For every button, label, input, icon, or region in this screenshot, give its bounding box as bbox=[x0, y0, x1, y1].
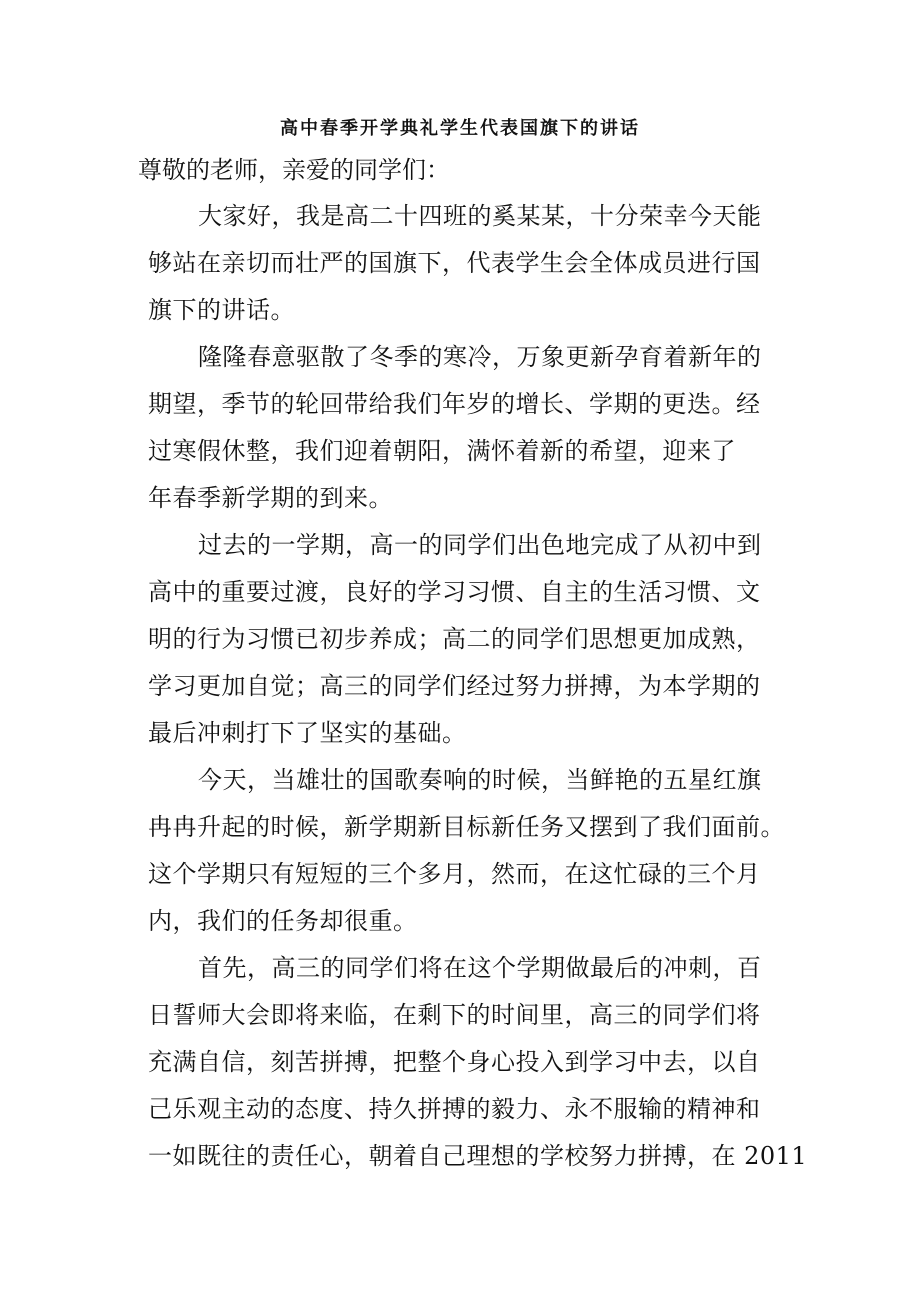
text-line: 学习更加自觉；高三的同学们经过努力拼搏，为本学期的 bbox=[148, 672, 761, 700]
text-line: 首先，高三的同学们将在这个学期做最后的冲刺，百 bbox=[198, 954, 762, 982]
text-line: 高中的重要过渡，良好的学习习惯、自主的生活习惯、文 bbox=[148, 578, 761, 606]
text-line: 己乐观主动的态度、持久拼搏的毅力、永不服输的精神和 bbox=[148, 1095, 761, 1123]
salutation: 尊敬的老师，亲爱的同学们： bbox=[138, 156, 450, 184]
text-line: 年春季新学期的到来。 bbox=[148, 484, 393, 512]
text-line: 明的行为习惯已初步养成；高二的同学们思想更加成熟， bbox=[148, 625, 761, 653]
text-line: 最后冲刺打下了坚实的基础。 bbox=[148, 719, 467, 747]
text-line: 日誓师大会即将来临，在剩下的时间里，高三的同学们将 bbox=[148, 1001, 761, 1029]
text-line: 够站在亲切而壮严的国旗下，代表学生会全体成员进行国 bbox=[148, 249, 761, 277]
text-line: 这个学期只有短短的三个多月，然而，在这忙碌的三个月 bbox=[148, 860, 761, 888]
text-line: 过去的一学期，高一的同学们出色地完成了从初中到 bbox=[198, 531, 762, 559]
text-line: 一如既往的责任心，朝着自己理想的学校努力拼搏，在 2011 bbox=[148, 1142, 808, 1170]
text-line: 隆隆春意驱散了冬季的寒冷，万象更新孕育着新年的 bbox=[198, 343, 762, 371]
document-title: 高中春季开学典礼学生代表国旗下的讲话 bbox=[280, 118, 640, 139]
text-line: 大家好，我是高二十四班的奚某某，十分荣幸今天能 bbox=[198, 202, 762, 230]
text-line: 充满自信，刻苦拼搏，把整个身心投入到学习中去，以自 bbox=[148, 1048, 761, 1076]
text-line: 旗下的讲话。 bbox=[148, 296, 295, 324]
text-line: 今天，当雄壮的国歌奏响的时候，当鲜艳的五星红旗 bbox=[198, 766, 762, 794]
text-line: 内，我们的任务却很重。 bbox=[148, 907, 418, 935]
text-line: 期望，季节的轮回带给我们年岁的增长、学期的更迭。经 bbox=[148, 390, 761, 418]
text-line: 冉冉升起的时候，新学期新目标新任务又摆到了我们面前。 bbox=[148, 813, 785, 841]
text-line: 过寒假休整，我们迎着朝阳，满怀着新的希望，迎来了 bbox=[148, 437, 736, 465]
